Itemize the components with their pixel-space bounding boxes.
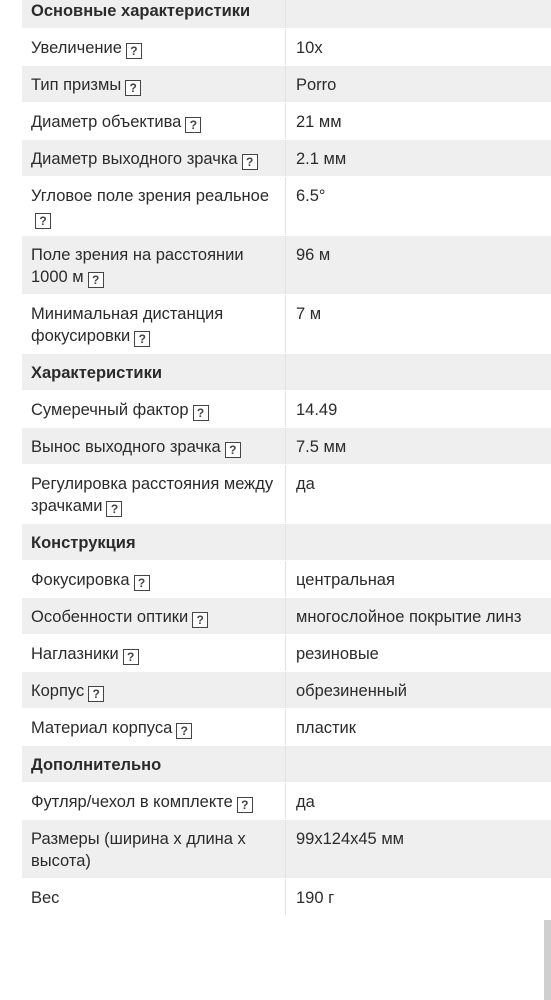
help-icon[interactable]: ? [134,331,150,347]
help-icon[interactable]: ? [237,797,253,813]
help-icon[interactable]: ? [106,501,122,517]
spec-label: Минимальная дистанция фокусировки [31,305,224,345]
spec-value: 99x124x45 мм [296,830,405,848]
spec-label: Основные характеристики [31,2,251,20]
spec-value: резиновые [296,645,379,663]
spec-row [22,391,551,428]
spec-value: многослойное покрытие линз [296,608,522,626]
spec-row [22,465,551,524]
spec-label: Материал корпуса [31,719,173,737]
spec-name [22,561,286,597]
spec-row [22,561,551,598]
help-icon[interactable]: ? [242,154,258,170]
spec-label: Угловое поле зрения реальное [31,187,270,205]
spec-name [22,709,286,745]
spec-value: 96 м [296,246,331,264]
spec-value: 190 г [296,889,335,907]
spec-name [22,820,286,878]
spec-label: Характеристики [31,364,162,382]
spec-value: 21 мм [296,113,342,131]
help-icon[interactable]: ? [193,405,209,421]
spec-label: Вынос выходного зрачка [31,438,221,456]
spec-label: Футляр/чехол в комплекте [31,793,233,811]
spec-value: 10x [296,39,323,57]
spec-value: пластик [296,719,356,737]
spec-name [22,672,286,708]
spec-row [22,672,551,709]
spec-value [286,354,551,390]
spec-name [22,29,286,65]
help-icon[interactable]: ? [134,575,150,591]
section-header [22,354,551,391]
spec-table [22,0,551,916]
help-icon[interactable]: ? [123,649,139,665]
section-title [22,524,286,560]
spec-value: 7 м [296,305,322,323]
spec-name [22,66,286,102]
spec-name [22,783,286,819]
spec-value: да [296,475,315,493]
spec-value: да [296,793,315,811]
spec-row [22,29,551,66]
spec-row [22,103,551,140]
spec-label: Дополнительно [31,756,162,774]
help-icon[interactable]: ? [176,723,192,739]
spec-label: Размеры (ширина x длина x высота) [31,830,246,870]
spec-label: Наглазники [31,645,119,663]
spec-row [22,709,551,746]
spec-value [286,746,551,782]
spec-name [22,177,286,235]
spec-row [22,66,551,103]
spec-value: Porro [296,76,337,94]
section-header [22,524,551,561]
help-icon[interactable]: ? [125,80,141,96]
scrollbar[interactable] [544,920,551,1000]
spec-value [286,0,551,28]
section-title [22,0,286,28]
help-icon[interactable]: ? [185,117,201,133]
spec-label: Вес [31,889,60,907]
spec-name [22,295,286,353]
spec-row [22,820,551,879]
spec-label: Особенности оптики [31,608,189,626]
spec-value: 7.5 мм [296,438,347,456]
spec-label: Конструкция [31,534,136,552]
section-title [22,354,286,390]
spec-label: Диаметр выходного зрачка [31,150,238,168]
spec-row [22,236,551,295]
help-icon[interactable]: ? [225,442,241,458]
spec-row [22,140,551,177]
spec-value: 2.1 мм [296,150,347,168]
spec-name [22,428,286,464]
spec-name [22,140,286,176]
spec-label: Фокусировка [31,571,130,589]
spec-label: Тип призмы [31,76,122,94]
spec-label: Корпус [31,682,85,700]
spec-value: центральная [296,571,395,589]
help-icon[interactable]: ? [126,43,142,59]
spec-row [22,783,551,820]
spec-row [22,879,551,916]
spec-label: Диаметр объектива [31,113,182,131]
section-header [22,0,551,29]
help-icon[interactable]: ? [35,213,51,229]
spec-value [286,524,551,560]
spec-row [22,177,551,236]
spec-name [22,465,286,523]
spec-name [22,236,286,294]
help-icon[interactable]: ? [192,612,208,628]
spec-name [22,598,286,634]
section-title [22,746,286,782]
spec-value: 6.5° [296,187,326,205]
spec-row [22,295,551,354]
spec-row [22,598,551,635]
section-header [22,746,551,783]
spec-row [22,635,551,672]
spec-value: обрезиненный [296,682,407,700]
spec-label: Сумеречный фактор [31,401,189,419]
spec-label: Регулировка расстояния между зрачками [31,475,274,515]
spec-name [22,103,286,139]
spec-name [22,879,286,915]
spec-name [22,391,286,427]
spec-row [22,428,551,465]
spec-value: 14.49 [296,401,338,419]
help-icon[interactable]: ? [88,686,104,702]
spec-label: Поле зрения на расстоянии 1000 м [31,246,244,286]
help-icon[interactable]: ? [88,272,104,288]
spec-label: Увеличение [31,39,122,57]
spec-name [22,635,286,671]
